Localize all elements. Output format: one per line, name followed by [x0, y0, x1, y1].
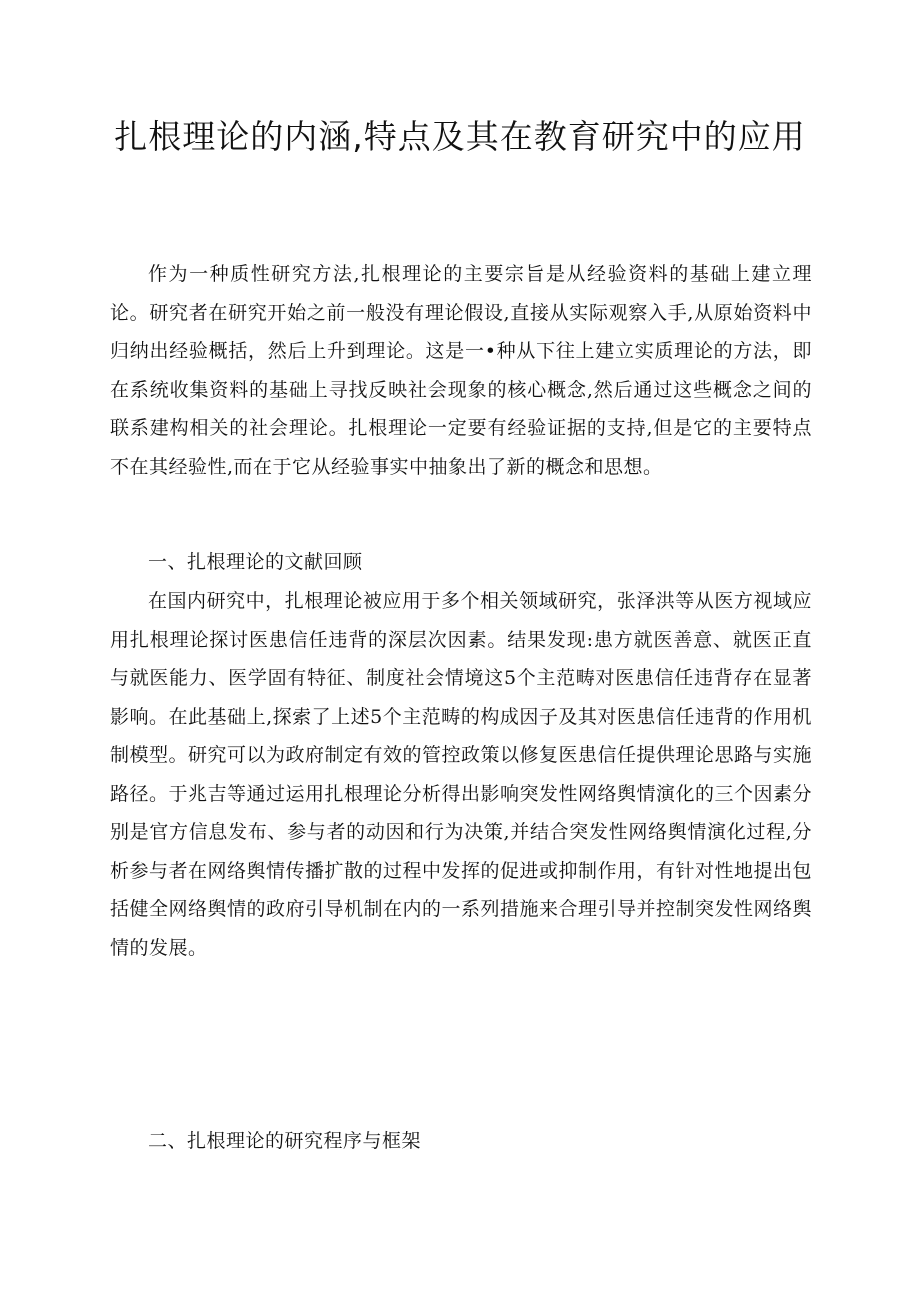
paragraph-literature-review: 在国内研究中，扎根理论被应用于多个相关领域研究，张泽洪等从医方视域应用扎根理论探讨医患信任违背的深层次因素。结果发现:患方就医善意、就医正直与就医能力、医学固有特征、制度社会情境这5个主范畴对医患信任违背存在显著影响。在此基础上,探索了上述5个主范畴的构成因子及其对医患信任违背的作用机制模型。研究可以为政府制定有效的管控政策以修复医患信任提供理论思路与实施路径。于兆吉等通过运用扎根理论分析得出影响突发性网络舆情演化的三个因素分别是官方信息发布、参与者的动因和行为决策,并结合突发性网络舆情演化过程,分析参与者在网络舆情传播扩散的过程中发挥的促进或抑制作用，有针对性地提出包括健全网络舆情的政府引导机制在内的一系列措施来合理引导并控制突发性网络舆情的发展。 [110, 590, 813, 959]
section-heading-research-procedure: 二、扎根理论的研究程序与框架 [148, 1130, 422, 1152]
document-title: 扎根理论的内涵,特点及其在教育研究中的应用 [114, 117, 806, 156]
paragraph-intro: 作为一种质性研究方法,扎根理论的主要宗旨是从经验资料的基础上建立理论。研究者在研究开始之前一般没有理论假设,直接从实际观察入手,从原始资料中归纳出经验概括，然后上升到理论。这是一•种从下往上建立实质理论的方法，即在系统收集资料的基础上寻找反映社会现象的核心概念,然后通过这些概念之间的联系建构相关的社会理论。扎根理论一定要有经验证据的支持,但是它的主要特点不在其经验性,而在于它从经验事实中抽象出了新的概念和思想。 [110, 263, 812, 478]
section-heading-literature-review: 一、扎根理论的文献回顾 [148, 551, 363, 573]
